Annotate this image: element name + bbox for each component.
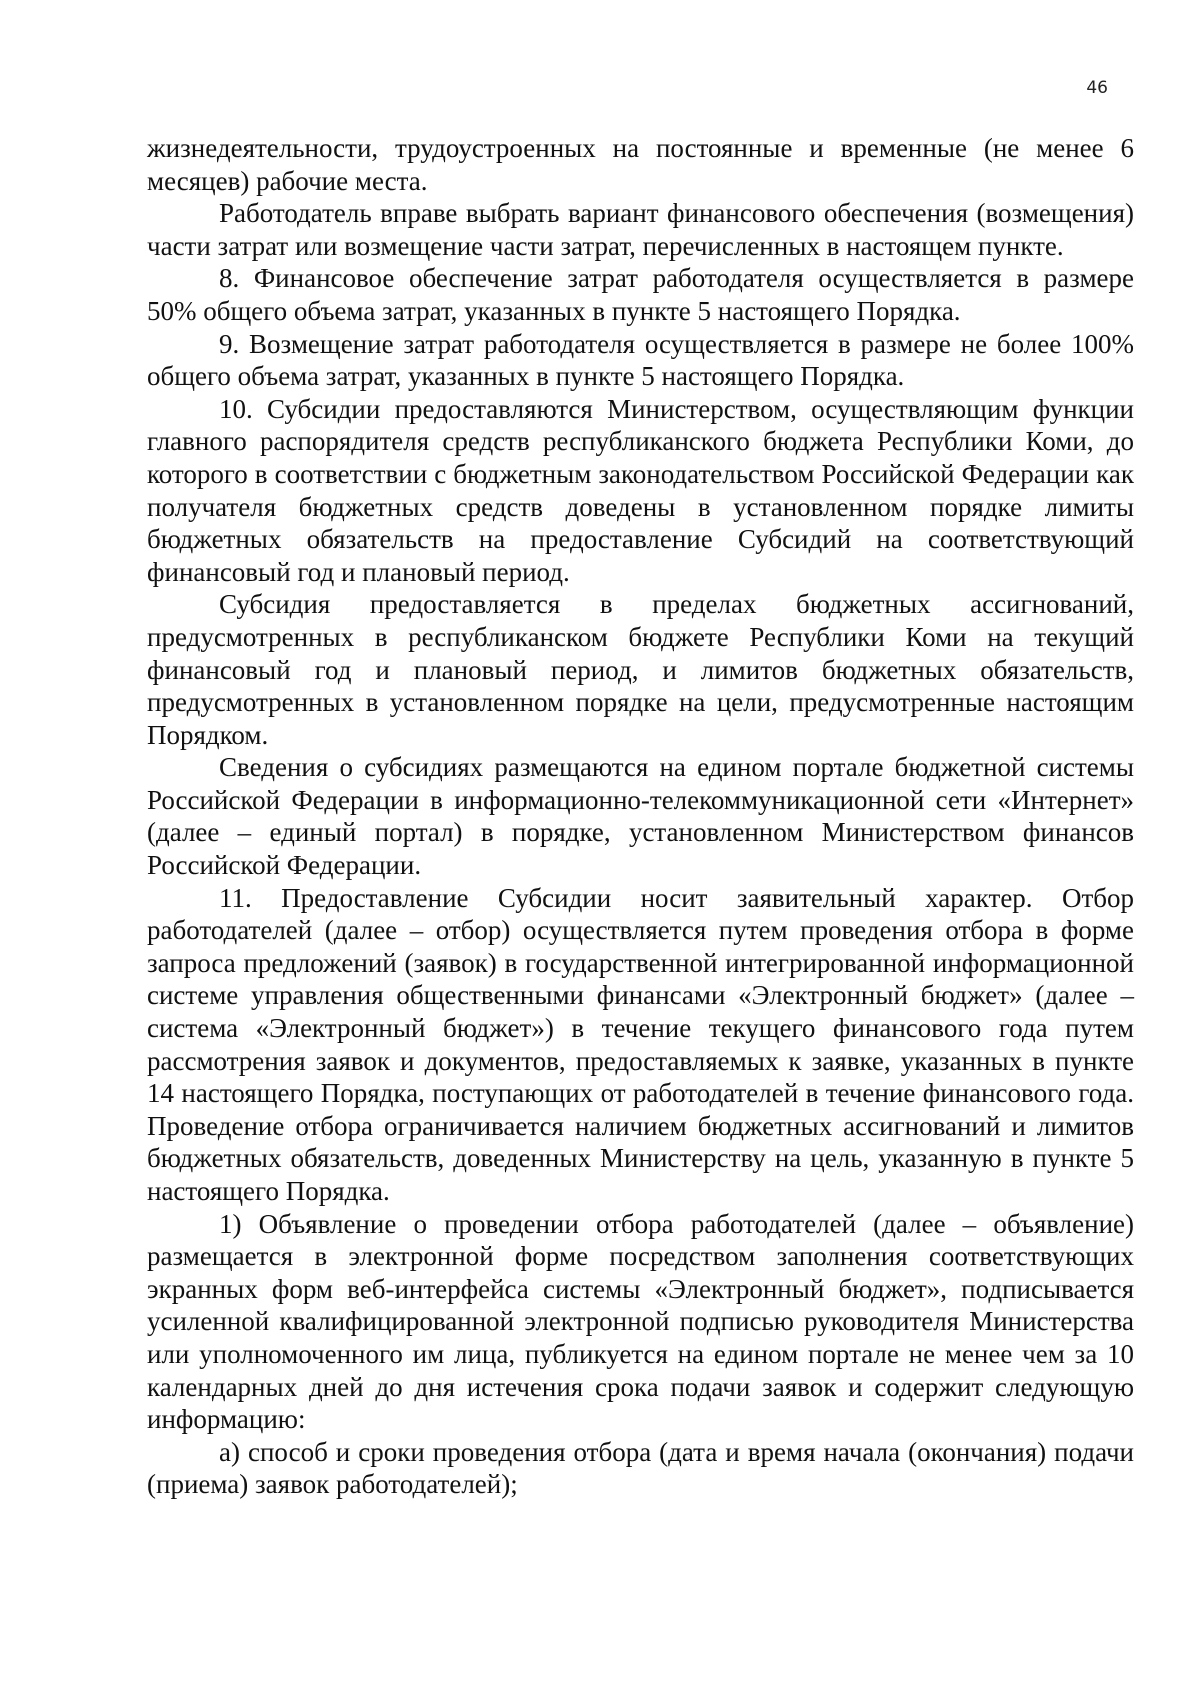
document-body	[147, 132, 1134, 1501]
paragraph-employer-option: Работодатель вправе выбрать вариант финансового обеспечения (возмещения) части затрат или возмещение части затрат, перечисленных в настоящем пункте.	[147, 198, 1134, 261]
paragraph-item-8: 8. Финансовое обеспечение затрат работодателя осуществляется в размере 50% общего объема затрат, указанных в пункте 5 настоящего Порядка.	[147, 263, 1134, 326]
page-number: 46	[1086, 78, 1108, 98]
paragraph-item-9: 9. Возмещение затрат работодателя осуществляется в размере не более 100% общего объема затрат, указанных в пункте 5 настоящего Порядка.	[147, 328, 1134, 392]
paragraph-subitem-a: а) способ и сроки проведения отбора (дата и время начала (окончания) подачи (приема) заявок работодателей);	[147, 1436, 1134, 1500]
paragraph-subitem-1: 1) Объявление о проведении отбора работодателей (далее – объявление) размещается в электронной форме посредством заполнения соответствующих экранных форм веб-интерфейса системы «Электронный бюджет», подписывается усиленной квалифицированной электронной подписью руководителя Министерства или уполномоченного им лица, публикуется на едином портале не менее чем за 10 календарных дней до дня истечения срока подачи заявок и содержит следующую информацию:	[147, 1208, 1134, 1435]
paragraph-subsidy-limits: Субсидия предоставляется в пределах бюджетных ассигнований, предусмотренных в республиканском бюджете Республики Коми на текущий финансовый год и плановый период, и лимитов бюджетных обязательств, предусмотренных в установленном порядке на цели, предусмотренные настоящим Порядком.	[147, 589, 1134, 750]
paragraph-subsidy-info: Сведения о субсидиях размещаются на едином портале бюджетной системы Российской Федерации в информационно-телекоммуникационной сети «Интернет» (далее – единый портал) в порядке, установленном Министерством финансов Российской Федерации.	[147, 752, 1134, 881]
paragraph-continuation: жизнедеятельности, трудоустроенных на постоянные и временные (не менее 6 месяцев) рабочие места.	[147, 133, 1134, 196]
paragraph-item-10: 10. Субсидии предоставляются Министерством, осуществляющим функции главного распорядителя средств республиканского бюджета Республики Коми, до которого в соответствии с бюджетным законодательством Российской Федерации как получателя бюджетных средств доведены в установленном порядке лимиты бюджетных обязательств на предоставление Субсидий на соответствующий финансовый год и плановый период.	[147, 393, 1134, 587]
paragraph-item-11: 11. Предоставление Субсидии носит заявительный характер. Отбор работодателей (далее – отбор) осуществляется путем проведения отбора в форме запроса предложений (заявок) в государственной интегрированной информационной системе управления общественными финансами «Электронный бюджет» (далее – система «Электронный бюджет») в течение текущего финансового года путем рассмотрения заявок и документов, предоставляемых к заявке, указанных в пункте 14 настоящего Порядка, поступающих от работодателей в течение финансового года. Проведение отбора ограничивается наличием бюджетных ассигнований и лимитов бюджетных обязательств, доведенных Министерству на цель, указанную в пункте 5 настоящего Порядка.	[147, 882, 1134, 1206]
